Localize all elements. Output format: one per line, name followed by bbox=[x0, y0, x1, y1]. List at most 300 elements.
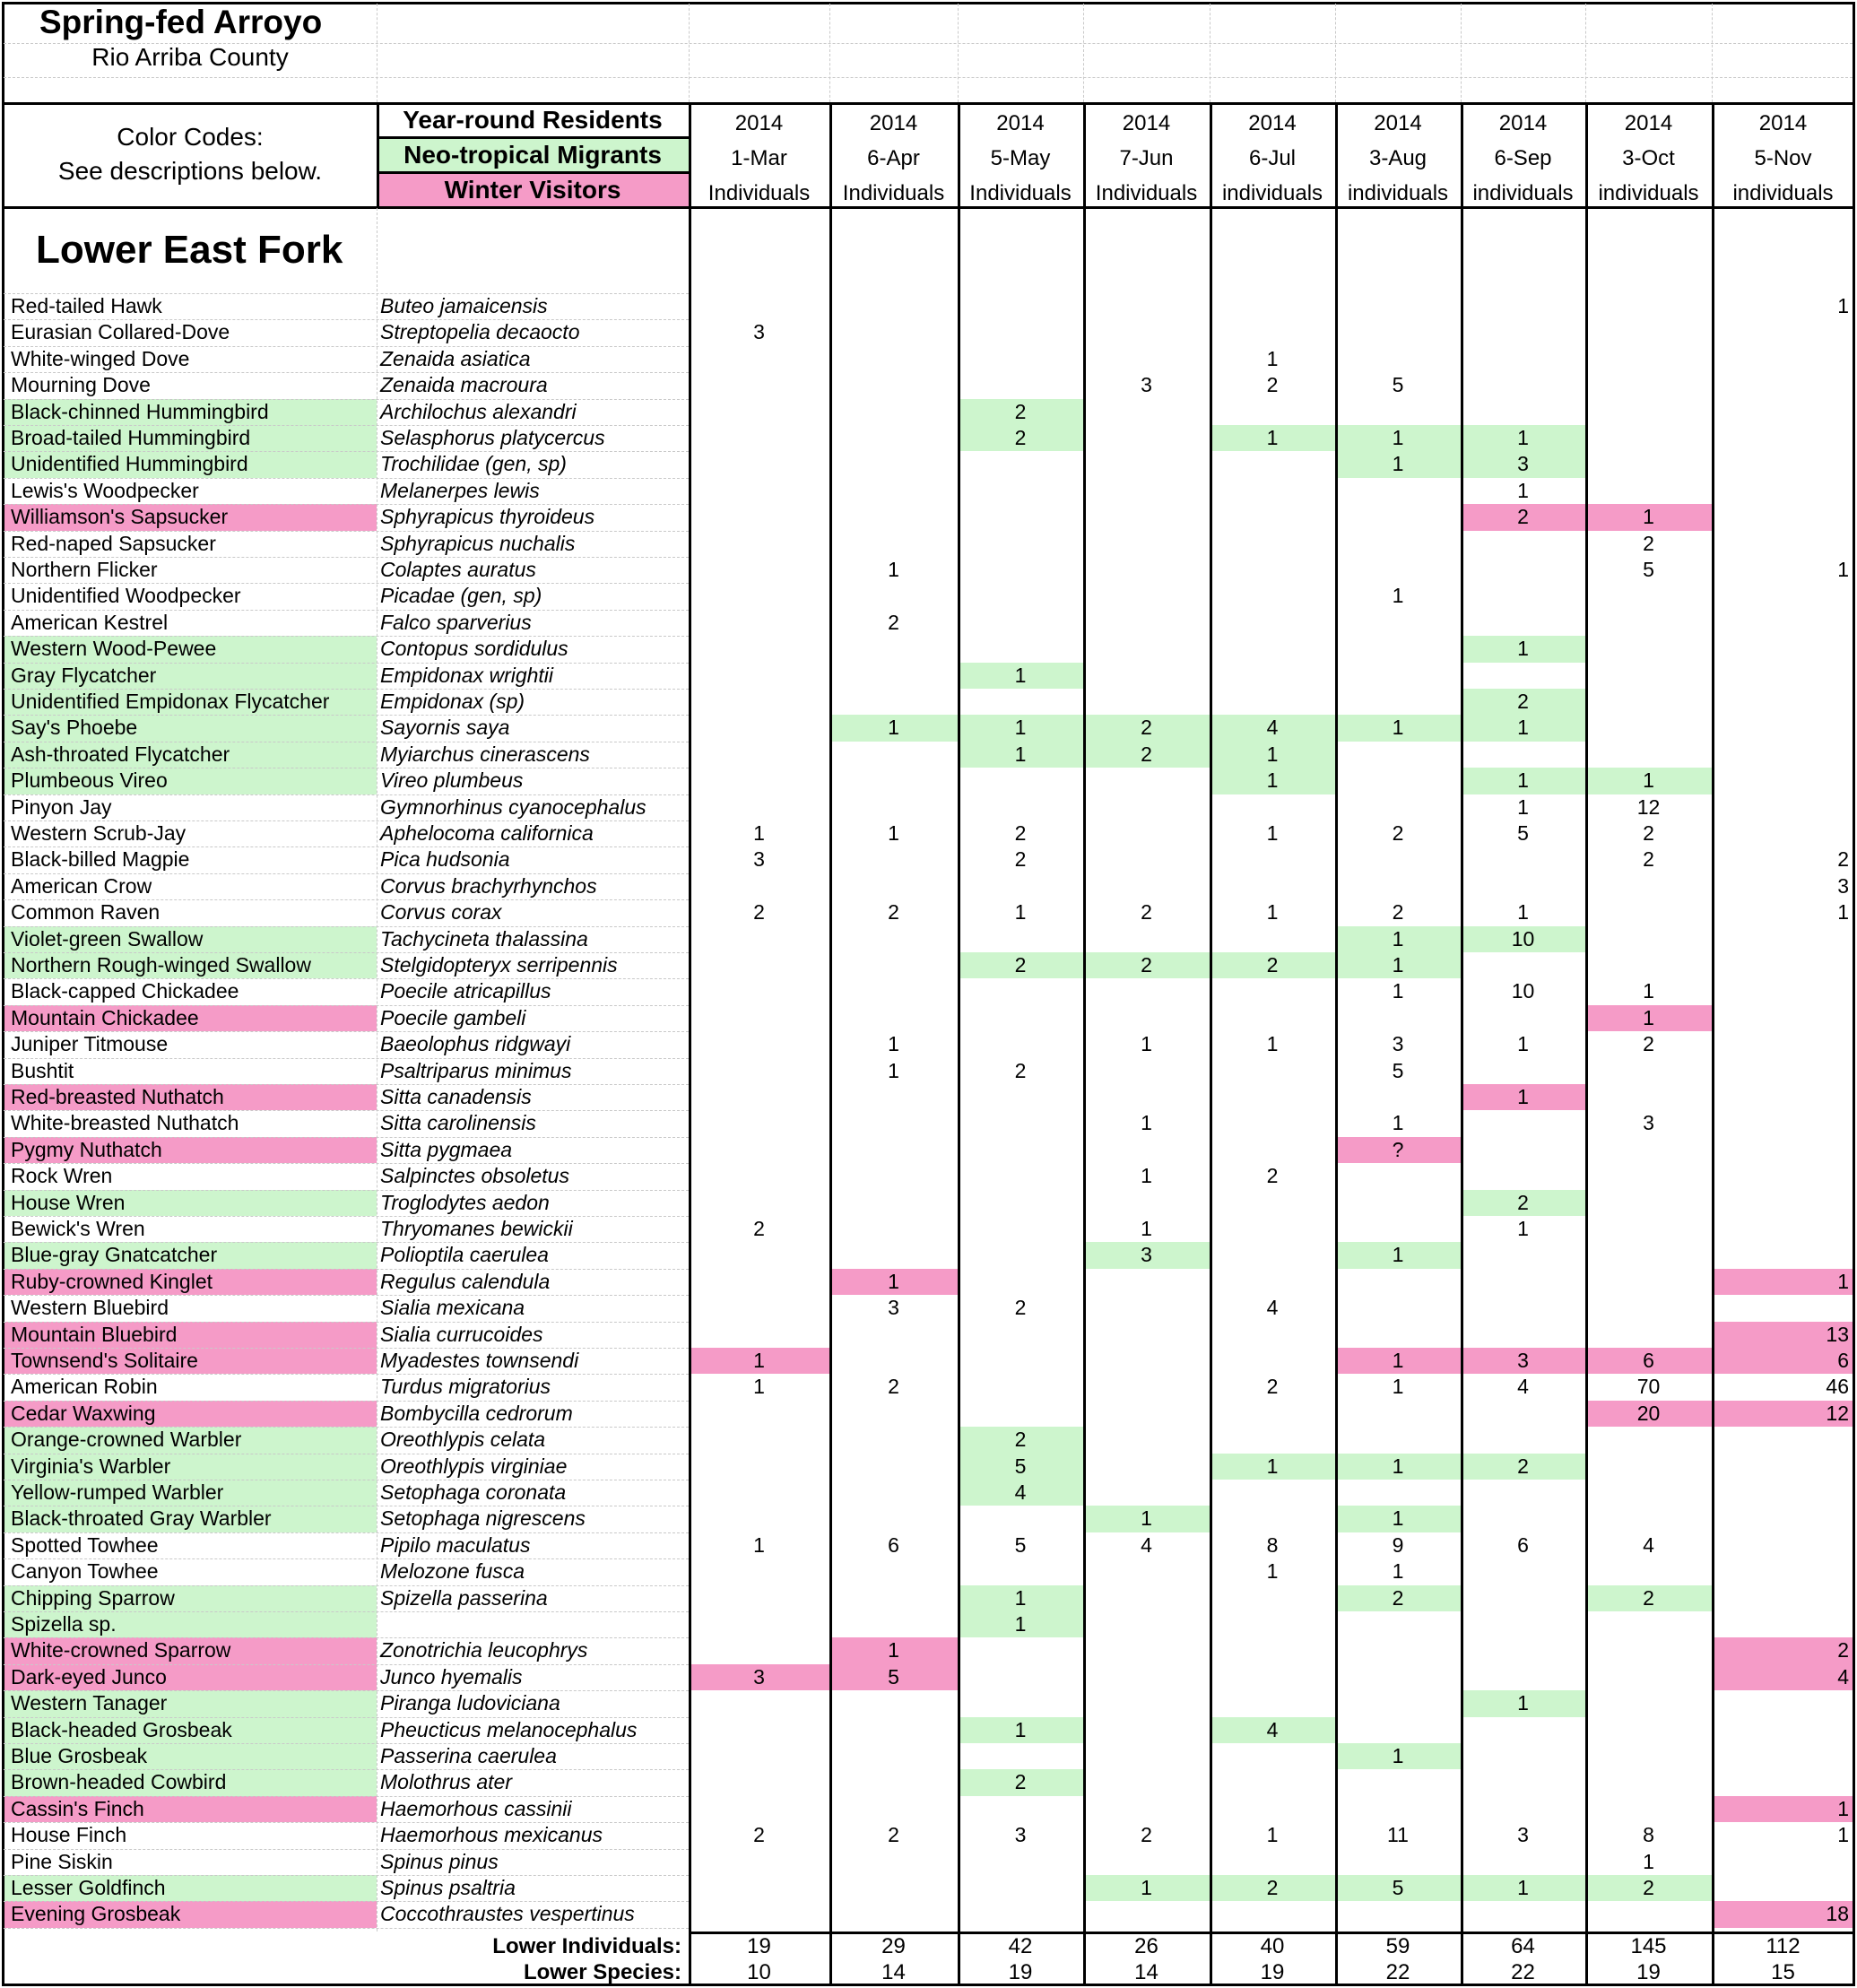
count-cell bbox=[1712, 1216, 1854, 1242]
count-cell bbox=[689, 1295, 829, 1321]
count-cell bbox=[1585, 1664, 1712, 1690]
count-cell bbox=[1210, 1585, 1335, 1611]
column-year: 2014 bbox=[1122, 111, 1171, 135]
count-cell bbox=[1083, 636, 1210, 662]
count-cell bbox=[958, 1216, 1083, 1242]
count-cell: 3 bbox=[1141, 373, 1152, 397]
grid-line bbox=[1853, 2, 1855, 1986]
count-cell bbox=[1461, 372, 1585, 398]
count-cell bbox=[1712, 1875, 1854, 1901]
grid-line bbox=[1712, 4, 1713, 102]
count-cell bbox=[1585, 1084, 1712, 1110]
count-cell bbox=[829, 1242, 958, 1268]
total-value: 14 bbox=[881, 1960, 906, 1984]
legend-year-round-residents: Year-round Residents bbox=[377, 104, 689, 139]
species-common-name: Williamson's Sapsucker bbox=[4, 504, 377, 530]
count-cell bbox=[1083, 926, 1210, 952]
species-common-name: Mountain Bluebird bbox=[4, 1322, 377, 1348]
column-year: 2014 bbox=[1758, 111, 1808, 135]
count-cell bbox=[1083, 1401, 1210, 1427]
count-cell bbox=[1210, 293, 1335, 319]
count-cell bbox=[829, 1427, 958, 1453]
species-scientific-name: Empidonax wrightii bbox=[380, 663, 554, 687]
count-cell bbox=[829, 663, 958, 689]
count-cell: 1 bbox=[829, 1269, 958, 1295]
grid-line bbox=[4, 1611, 689, 1612]
count-cell bbox=[1083, 1611, 1210, 1637]
count-cell bbox=[1585, 715, 1712, 741]
count-cell bbox=[689, 952, 829, 978]
count-cell bbox=[1585, 346, 1712, 372]
species-scientific-name: Sialia currucoides bbox=[380, 1322, 543, 1346]
count-cell bbox=[1461, 1110, 1585, 1136]
column-date: 1-Mar bbox=[731, 146, 787, 170]
grid-line bbox=[4, 1928, 689, 1929]
count-cell bbox=[689, 1401, 829, 1427]
count-cell bbox=[689, 557, 829, 583]
column-year: 2014 bbox=[869, 111, 918, 135]
total-value: 22 bbox=[1385, 1960, 1410, 1984]
count-cell bbox=[1585, 1690, 1712, 1716]
count-cell bbox=[1083, 873, 1210, 899]
grid-line bbox=[4, 1585, 689, 1586]
species-common-name: Gray Flycatcher bbox=[4, 663, 377, 689]
count-cell: 5 bbox=[1517, 821, 1529, 845]
column-unit: Individuals bbox=[1095, 181, 1198, 205]
species-scientific-name: Turdus migratorius bbox=[380, 1375, 551, 1399]
count-cell: 2 bbox=[1083, 952, 1210, 978]
species-common-name: Pinyon Jay bbox=[11, 794, 112, 819]
count-cell: 6 bbox=[1517, 1532, 1529, 1557]
count-cell bbox=[1335, 610, 1461, 636]
species-common-name: Brown-headed Cowbird bbox=[4, 1769, 377, 1795]
grid-line bbox=[4, 794, 689, 795]
count-cell bbox=[958, 451, 1083, 477]
count-cell bbox=[1210, 1110, 1335, 1136]
species-scientific-name: Regulus calendula bbox=[380, 1269, 551, 1293]
column-date: 6-Sep bbox=[1494, 146, 1552, 170]
grid-line bbox=[4, 978, 689, 979]
count-cell: 1 bbox=[1083, 1506, 1210, 1532]
legend-winter-visitors: Winter Visitors bbox=[377, 174, 689, 206]
sheet-title: Spring-fed Arroyo bbox=[39, 4, 323, 40]
grid-line bbox=[4, 689, 689, 690]
count-cell: 1 bbox=[1014, 900, 1027, 925]
count-cell bbox=[958, 1084, 1083, 1110]
grid-line bbox=[4, 1084, 689, 1085]
count-cell bbox=[1712, 1480, 1854, 1506]
species-scientific-name: Pheucticus melanocephalus bbox=[380, 1717, 638, 1741]
count-cell: 1 bbox=[829, 1637, 958, 1663]
count-cell bbox=[1585, 663, 1712, 689]
count-cell: 1 bbox=[1392, 979, 1404, 1003]
species-scientific-name: Piranga ludoviciana bbox=[380, 1691, 560, 1715]
grid-line bbox=[4, 504, 689, 505]
count-cell bbox=[1461, 1058, 1585, 1084]
count-cell bbox=[1461, 742, 1585, 768]
grid-line bbox=[4, 399, 689, 400]
species-scientific-name: Troglodytes aedon bbox=[380, 1190, 550, 1214]
grid-line bbox=[2, 102, 1855, 105]
count-cell: 12 bbox=[1712, 1401, 1854, 1427]
count-cell: 2 bbox=[1266, 373, 1279, 397]
count-cell: 4 bbox=[1210, 1717, 1335, 1743]
species-scientific-name: Sitta canadensis bbox=[380, 1085, 532, 1108]
count-cell: 1 bbox=[1461, 425, 1585, 451]
count-cell bbox=[1083, 1717, 1210, 1743]
count-cell: 2 bbox=[1014, 1296, 1027, 1320]
count-cell bbox=[829, 873, 958, 899]
column-unit: Individuals bbox=[842, 181, 945, 205]
count-cell bbox=[829, 794, 958, 820]
count-cell bbox=[1083, 978, 1210, 1004]
count-cell bbox=[958, 1637, 1083, 1663]
count-cell bbox=[689, 1005, 829, 1031]
count-cell: 1 bbox=[1461, 1084, 1585, 1110]
grid-line bbox=[1461, 104, 1463, 1984]
count-cell bbox=[1712, 583, 1854, 609]
count-cell bbox=[829, 319, 958, 345]
species-scientific-name: Oreothlypis virginiae bbox=[380, 1454, 568, 1478]
species-scientific-name: Sitta carolinensis bbox=[380, 1111, 536, 1135]
grid-line bbox=[4, 346, 689, 347]
count-cell: 3 bbox=[1643, 1111, 1654, 1135]
count-cell bbox=[689, 1743, 829, 1769]
grid-line bbox=[4, 1137, 689, 1138]
total-value: 14 bbox=[1134, 1960, 1158, 1984]
count-cell: 1 bbox=[689, 1348, 829, 1374]
count-cell bbox=[1210, 846, 1335, 872]
count-cell bbox=[829, 768, 958, 794]
count-cell bbox=[958, 319, 1083, 345]
count-cell: 1 bbox=[888, 1032, 899, 1056]
count-cell: 1 bbox=[1335, 1348, 1461, 1374]
count-cell bbox=[689, 1269, 829, 1295]
total-value: 64 bbox=[1511, 1934, 1535, 1958]
count-cell bbox=[1335, 1769, 1461, 1795]
count-cell bbox=[1461, 1401, 1585, 1427]
species-scientific-name: Myiarchus cinerascens bbox=[380, 742, 590, 766]
count-cell bbox=[689, 425, 829, 451]
count-cell bbox=[689, 1717, 829, 1743]
count-cell: 1 bbox=[958, 663, 1083, 689]
count-cell bbox=[829, 689, 958, 715]
count-cell bbox=[829, 451, 958, 477]
species-scientific-name: Zenaida asiatica bbox=[380, 346, 531, 370]
species-common-name: Plumbeous Vireo bbox=[4, 768, 377, 794]
species-common-name: Western Scrub-Jay bbox=[11, 821, 187, 845]
count-cell bbox=[829, 1216, 958, 1242]
count-cell bbox=[1335, 636, 1461, 662]
count-cell bbox=[1335, 531, 1461, 557]
grid-line bbox=[4, 1216, 689, 1217]
count-cell bbox=[1210, 1637, 1335, 1663]
count-cell bbox=[1083, 557, 1210, 583]
count-cell bbox=[1210, 451, 1335, 477]
count-cell: 46 bbox=[1826, 1375, 1849, 1399]
count-cell: 2 bbox=[1837, 847, 1849, 872]
count-cell bbox=[1083, 1637, 1210, 1663]
count-cell bbox=[1335, 768, 1461, 794]
count-cell: 1 bbox=[1461, 715, 1585, 741]
count-cell bbox=[829, 1322, 958, 1348]
count-cell: 1 bbox=[1335, 952, 1461, 978]
count-cell bbox=[829, 1690, 958, 1716]
count-cell bbox=[1712, 1084, 1854, 1110]
grid-line bbox=[4, 1374, 689, 1375]
count-cell bbox=[1712, 1295, 1854, 1321]
grid-line bbox=[1712, 104, 1714, 1984]
count-cell bbox=[1210, 1242, 1335, 1268]
grid-line bbox=[4, 1058, 689, 1059]
count-cell bbox=[829, 1875, 958, 1901]
count-cell: 1 bbox=[1585, 768, 1712, 794]
count-cell bbox=[1712, 1190, 1854, 1216]
count-cell bbox=[689, 1427, 829, 1453]
grid-line bbox=[4, 1401, 689, 1402]
count-cell bbox=[1083, 1901, 1210, 1927]
count-cell bbox=[1210, 1322, 1335, 1348]
count-cell bbox=[1712, 610, 1854, 636]
count-cell bbox=[1712, 1506, 1854, 1532]
grid-line bbox=[4, 557, 689, 558]
grid-line bbox=[2, 206, 1855, 209]
count-cell bbox=[1461, 610, 1585, 636]
count-cell bbox=[1083, 846, 1210, 872]
column-date: 6-Jul bbox=[1248, 146, 1297, 170]
count-cell: 3 bbox=[1837, 873, 1849, 898]
grid-line bbox=[4, 1743, 689, 1744]
total-value: 19 bbox=[747, 1934, 771, 1958]
species-scientific-name: Contopus sordidulus bbox=[380, 637, 568, 661]
count-cell: 2 bbox=[753, 900, 765, 925]
count-cell: 1 bbox=[958, 1717, 1083, 1743]
count-cell bbox=[689, 742, 829, 768]
species-common-name: Ruby-crowned Kinglet bbox=[4, 1269, 377, 1295]
count-cell bbox=[1210, 583, 1335, 609]
count-cell: 2 bbox=[958, 425, 1083, 451]
count-cell bbox=[829, 1110, 958, 1136]
count-cell bbox=[829, 846, 958, 872]
count-cell bbox=[1210, 689, 1335, 715]
count-cell: 1 bbox=[1585, 1005, 1712, 1031]
count-cell: 2 bbox=[1461, 689, 1585, 715]
count-cell bbox=[1712, 768, 1854, 794]
count-cell bbox=[1210, 557, 1335, 583]
count-cell bbox=[1712, 425, 1854, 451]
species-common-name: Chipping Sparrow bbox=[4, 1585, 377, 1611]
column-unit: individuals bbox=[1472, 181, 1574, 205]
count-cell bbox=[689, 926, 829, 952]
count-cell bbox=[689, 1506, 829, 1532]
count-cell: 6 bbox=[1712, 1348, 1854, 1374]
count-cell bbox=[1712, 1005, 1854, 1031]
count-cell bbox=[689, 768, 829, 794]
count-cell bbox=[1083, 293, 1210, 319]
count-cell bbox=[689, 1322, 829, 1348]
grid-line bbox=[2, 1984, 1855, 1986]
column-date: 7-Jun bbox=[1119, 146, 1174, 170]
grid-line bbox=[1083, 104, 1086, 1984]
species-scientific-name bbox=[377, 1611, 689, 1637]
count-cell bbox=[689, 1137, 829, 1163]
count-cell bbox=[1585, 1558, 1712, 1584]
count-cell: 2 bbox=[1210, 952, 1335, 978]
count-cell: 1 bbox=[1392, 584, 1404, 608]
count-cell bbox=[689, 978, 829, 1004]
count-cell bbox=[1461, 293, 1585, 319]
grid-line bbox=[829, 104, 832, 1984]
count-cell bbox=[1585, 372, 1712, 398]
count-cell bbox=[1585, 1190, 1712, 1216]
count-cell bbox=[1461, 873, 1585, 899]
species-common-name: Eurasian Collared-Dove bbox=[11, 320, 230, 344]
count-cell bbox=[1210, 610, 1335, 636]
total-value: 26 bbox=[1134, 1934, 1158, 1958]
count-cell bbox=[1712, 1717, 1854, 1743]
count-cell bbox=[1335, 1664, 1461, 1690]
count-cell bbox=[1712, 1690, 1854, 1716]
species-common-name: Say's Phoebe bbox=[4, 715, 377, 741]
species-common-name: Unidentified Empidonax Flycatcher bbox=[4, 689, 377, 715]
species-common-name: Juniper Titmouse bbox=[11, 1032, 169, 1056]
count-cell: 1 bbox=[1461, 1690, 1585, 1716]
count-cell bbox=[829, 1769, 958, 1795]
total-value: 112 bbox=[1766, 1934, 1801, 1958]
species-common-name: Bewick's Wren bbox=[11, 1217, 145, 1240]
count-cell bbox=[1585, 610, 1712, 636]
count-cell: 18 bbox=[1712, 1901, 1854, 1927]
count-cell: 4 bbox=[1643, 1532, 1654, 1557]
count-cell: 1 bbox=[1643, 979, 1654, 1003]
count-cell bbox=[1461, 1005, 1585, 1031]
count-cell bbox=[829, 1558, 958, 1584]
count-cell bbox=[1585, 689, 1712, 715]
count-cell bbox=[1210, 1348, 1335, 1374]
count-cell bbox=[1335, 1190, 1461, 1216]
count-cell bbox=[958, 1901, 1083, 1927]
count-cell bbox=[1210, 1849, 1335, 1875]
grid-line bbox=[4, 1901, 689, 1902]
count-cell bbox=[689, 1058, 829, 1084]
count-cell bbox=[829, 1454, 958, 1480]
count-cell bbox=[1585, 1717, 1712, 1743]
count-cell bbox=[1461, 557, 1585, 583]
grid-line bbox=[4, 636, 689, 637]
count-cell bbox=[1585, 1506, 1712, 1532]
count-cell: 5 bbox=[829, 1664, 958, 1690]
count-cell bbox=[958, 557, 1083, 583]
species-common-name: Mountain Chickadee bbox=[4, 1005, 377, 1031]
count-cell bbox=[689, 636, 829, 662]
count-cell: 2 bbox=[1712, 1637, 1854, 1663]
count-cell bbox=[1335, 1163, 1461, 1189]
count-cell bbox=[1461, 663, 1585, 689]
count-cell bbox=[1585, 399, 1712, 425]
count-cell: 10 bbox=[1511, 979, 1535, 1003]
species-common-name: Northern Rough-winged Swallow bbox=[4, 952, 377, 978]
column-year: 2014 bbox=[1248, 111, 1297, 135]
count-cell bbox=[1210, 1690, 1335, 1716]
column-year: 2014 bbox=[1374, 111, 1422, 135]
grid-line bbox=[4, 1822, 689, 1823]
total-value: 42 bbox=[1008, 1934, 1033, 1958]
count-cell bbox=[1712, 1611, 1854, 1637]
total-label: Lower Individuals: bbox=[492, 1934, 681, 1958]
count-cell bbox=[1585, 1295, 1712, 1321]
grid-line bbox=[4, 1427, 689, 1428]
count-cell bbox=[829, 1190, 958, 1216]
count-cell bbox=[1585, 926, 1712, 952]
species-common-name: White-winged Dove bbox=[11, 346, 190, 370]
count-cell: 1 bbox=[958, 715, 1083, 741]
count-cell bbox=[689, 1084, 829, 1110]
count-cell: 1 bbox=[1335, 451, 1461, 477]
grid-line bbox=[4, 1664, 689, 1665]
count-cell bbox=[1585, 742, 1712, 768]
count-cell bbox=[958, 1743, 1083, 1769]
species-common-name: White-breasted Nuthatch bbox=[11, 1111, 239, 1135]
count-cell bbox=[689, 1901, 829, 1927]
count-cell: 2 bbox=[958, 952, 1083, 978]
count-cell bbox=[689, 1454, 829, 1480]
species-scientific-name: Haemorhous mexicanus bbox=[380, 1823, 603, 1847]
species-scientific-name: Sitta pygmaea bbox=[380, 1137, 513, 1161]
count-cell bbox=[958, 1348, 1083, 1374]
column-unit: Individuals bbox=[969, 181, 1072, 205]
count-cell bbox=[689, 610, 829, 636]
count-cell bbox=[689, 346, 829, 372]
count-cell: 2 bbox=[888, 610, 899, 634]
count-cell bbox=[1585, 873, 1712, 899]
count-cell bbox=[958, 1664, 1083, 1690]
count-cell bbox=[1083, 1084, 1210, 1110]
count-cell bbox=[958, 1558, 1083, 1584]
count-cell bbox=[829, 1480, 958, 1506]
grid-line bbox=[4, 77, 1853, 78]
grid-line bbox=[4, 1005, 689, 1006]
count-cell bbox=[1585, 425, 1712, 451]
count-cell bbox=[1585, 952, 1712, 978]
count-cell bbox=[1083, 1690, 1210, 1716]
count-cell: 1 bbox=[1210, 1454, 1335, 1480]
count-cell bbox=[1712, 689, 1854, 715]
species-common-name: Violet-green Swallow bbox=[4, 926, 377, 952]
column-year: 2014 bbox=[1624, 111, 1673, 135]
count-cell: 1 bbox=[1517, 1032, 1529, 1056]
count-cell bbox=[1335, 1849, 1461, 1875]
count-cell: 3 bbox=[1083, 1242, 1210, 1268]
species-scientific-name: Oreothlypis celata bbox=[380, 1428, 546, 1452]
count-cell: 4 bbox=[1141, 1532, 1152, 1557]
count-cell bbox=[958, 1110, 1083, 1136]
count-cell: 1 bbox=[1585, 504, 1712, 530]
count-cell: 2 bbox=[1014, 821, 1027, 845]
grid-line bbox=[4, 1163, 689, 1164]
count-cell: 3 bbox=[1461, 1348, 1585, 1374]
count-cell bbox=[1210, 1664, 1335, 1690]
count-cell bbox=[1335, 1901, 1461, 1927]
count-cell bbox=[1712, 742, 1854, 768]
grid-line bbox=[4, 1348, 689, 1349]
count-cell bbox=[1335, 1401, 1461, 1427]
count-cell: 2 bbox=[1141, 900, 1152, 925]
count-cell bbox=[689, 1611, 829, 1637]
grid-line bbox=[4, 1532, 689, 1533]
count-cell bbox=[958, 636, 1083, 662]
count-cell bbox=[829, 1585, 958, 1611]
count-cell bbox=[1712, 636, 1854, 662]
